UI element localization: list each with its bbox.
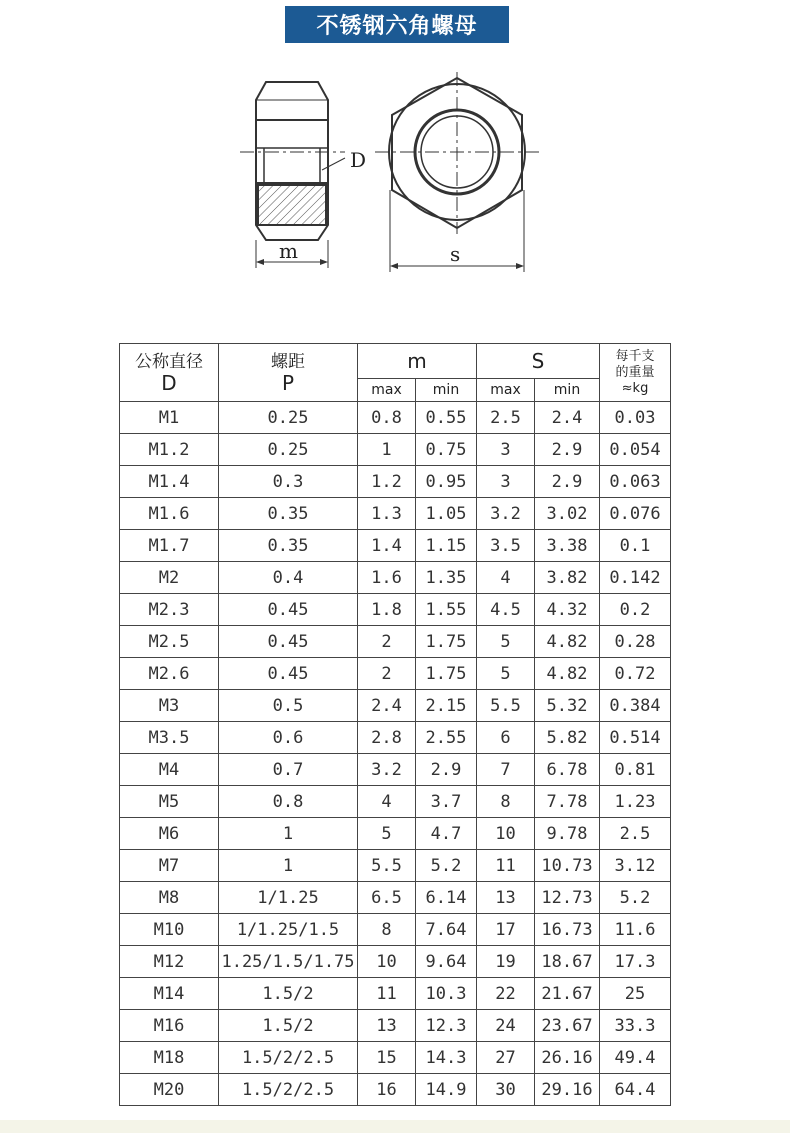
header-pitch [219,344,358,402]
cell-s-max: 11 [477,850,535,882]
cell-w: 5.2 [600,882,671,914]
cell-w: 25 [600,978,671,1010]
cell-p: 0.45 [219,594,358,626]
cell-m-max: 2.4 [358,690,416,722]
table-row [120,978,671,1010]
header-s: S [477,344,600,379]
cell-m-max: 13 [358,1010,416,1042]
cell-p: 0.45 [219,626,358,658]
cell-d: M2.6 [120,658,219,690]
cell-s-max: 27 [477,1042,535,1074]
cell-d: M20 [120,1074,219,1106]
cell-d: M18 [120,1042,219,1074]
bottom-band [0,1120,790,1133]
cell-w: 0.28 [600,626,671,658]
table-row [120,1010,671,1042]
cell-s-min: 23.67 [535,1010,600,1042]
cell-s-min: 26.16 [535,1042,600,1074]
table-row [120,434,671,466]
cell-p: 1 [219,850,358,882]
header-weight [600,344,671,402]
cell-m-max: 1.3 [358,498,416,530]
cell-d: M2.5 [120,626,219,658]
cell-p: 1.5/2/2.5 [219,1042,358,1074]
cell-s-min: 10.73 [535,850,600,882]
cell-s-min: 5.82 [535,722,600,754]
cell-m-min: 0.95 [416,466,477,498]
cell-m-max: 5 [358,818,416,850]
cell-s-max: 4 [477,562,535,594]
cell-d: M6 [120,818,219,850]
cell-m-min: 10.3 [416,978,477,1010]
table-row [120,850,671,882]
header-m-max: max [358,379,416,402]
table-row [120,914,671,946]
cell-d: M10 [120,914,219,946]
cell-s-max: 3.5 [477,530,535,562]
cell-m-max: 11 [358,978,416,1010]
cell-w: 2.5 [600,818,671,850]
cell-p: 1.5/2 [219,1010,358,1042]
table-row [120,530,671,562]
cell-s-min: 4.32 [535,594,600,626]
cell-p: 0.3 [219,466,358,498]
cell-w: 33.3 [600,1010,671,1042]
cell-s-min: 5.32 [535,690,600,722]
header-m-min: min [416,379,477,402]
cell-m-max: 4 [358,786,416,818]
cell-w: 1.23 [600,786,671,818]
cell-s-min: 4.82 [535,626,600,658]
cell-w: 0.1 [600,530,671,562]
cell-w: 0.514 [600,722,671,754]
cell-s-min: 18.67 [535,946,600,978]
header-weight-line2: 的重量 [615,364,655,380]
cell-s-min: 9.78 [535,818,600,850]
cell-s-max: 22 [477,978,535,1010]
cell-w: 3.12 [600,850,671,882]
header-nominal-sym: D [161,370,177,395]
table-row [120,626,671,658]
table-row [120,818,671,850]
label-s: s [450,242,461,266]
cell-s-max: 2.5 [477,402,535,434]
cell-m-min: 1.15 [416,530,477,562]
cell-s-max: 19 [477,946,535,978]
cell-s-max: 3 [477,466,535,498]
table-row [120,882,671,914]
cell-d: M1 [120,402,219,434]
cell-p: 1/1.25/1.5 [219,914,358,946]
cell-w: 0.076 [600,498,671,530]
cell-m-max: 2 [358,658,416,690]
table-row [120,658,671,690]
cell-m-max: 5.5 [358,850,416,882]
table-row [120,562,671,594]
cell-p: 1 [219,818,358,850]
cell-d: M1.4 [120,466,219,498]
cell-p: 0.25 [219,402,358,434]
cell-d: M2.3 [120,594,219,626]
cell-m-max: 15 [358,1042,416,1074]
table-row [120,498,671,530]
cell-m-max: 1 [358,434,416,466]
cell-w: 0.2 [600,594,671,626]
header-weight-unit: ≈kg [621,380,649,396]
cell-m-min: 14.3 [416,1042,477,1074]
cell-p: 0.4 [219,562,358,594]
cell-s-max: 30 [477,1074,535,1106]
cell-d: M16 [120,1010,219,1042]
cell-s-min: 16.73 [535,914,600,946]
cell-w: 0.81 [600,754,671,786]
cell-p: 0.45 [219,658,358,690]
cell-s-max: 3.2 [477,498,535,530]
cell-m-min: 6.14 [416,882,477,914]
cell-m-max: 0.8 [358,402,416,434]
cell-s-min: 29.16 [535,1074,600,1106]
cell-s-max: 17 [477,914,535,946]
cell-s-max: 4.5 [477,594,535,626]
cell-d: M1.7 [120,530,219,562]
cell-m-max: 1.4 [358,530,416,562]
cell-w: 17.3 [600,946,671,978]
table-row [120,466,671,498]
cell-d: M14 [120,978,219,1010]
cell-s-max: 5 [477,626,535,658]
cell-p: 0.25 [219,434,358,466]
cell-m-min: 1.75 [416,658,477,690]
header-m: m [358,344,477,379]
cell-m-min: 2.55 [416,722,477,754]
cell-m-max: 10 [358,946,416,978]
cell-d: M5 [120,786,219,818]
cell-d: M1.6 [120,498,219,530]
cell-m-min: 12.3 [416,1010,477,1042]
cell-m-max: 16 [358,1074,416,1106]
spec-table-body [120,402,671,1106]
cell-p: 0.35 [219,498,358,530]
cell-d: M2 [120,562,219,594]
cell-m-min: 4.7 [416,818,477,850]
cell-p: 1/1.25 [219,882,358,914]
label-d: D [350,148,367,172]
table-row [120,402,671,434]
cell-s-min: 3.38 [535,530,600,562]
cell-m-min: 1.35 [416,562,477,594]
cell-m-max: 2.8 [358,722,416,754]
cell-p: 1.5/2 [219,978,358,1010]
table-row [120,946,671,978]
hex-nut-spec-table [119,343,671,1106]
cell-w: 11.6 [600,914,671,946]
cell-s-min: 12.73 [535,882,600,914]
cell-w: 49.4 [600,1042,671,1074]
table-row [120,690,671,722]
cell-s-min: 3.02 [535,498,600,530]
cell-s-min: 6.78 [535,754,600,786]
cell-w: 0.054 [600,434,671,466]
table-row [120,594,671,626]
cell-p: 0.7 [219,754,358,786]
table-row [120,1042,671,1074]
cell-d: M4 [120,754,219,786]
hex-nut-drawing [0,0,790,330]
cell-m-max: 6.5 [358,882,416,914]
cell-w: 64.4 [600,1074,671,1106]
cell-p: 1.25/1.5/1.75 [219,946,358,978]
cell-s-max: 10 [477,818,535,850]
cell-m-max: 1.8 [358,594,416,626]
cell-m-max: 8 [358,914,416,946]
cell-s-max: 7 [477,754,535,786]
cell-p: 0.6 [219,722,358,754]
cell-p: 0.35 [219,530,358,562]
header-pitch-sym: P [281,370,295,395]
cell-s-max: 24 [477,1010,535,1042]
cell-w: 0.063 [600,466,671,498]
cell-s-min: 2.4 [535,402,600,434]
cell-m-max: 1.2 [358,466,416,498]
cell-s-max: 5.5 [477,690,535,722]
cell-m-min: 1.55 [416,594,477,626]
label-m: m [279,239,298,263]
table-row [120,722,671,754]
cell-d: M8 [120,882,219,914]
header-nominal-cn: 公称直径 [135,351,203,372]
cell-p: 0.5 [219,690,358,722]
cell-m-min: 3.7 [416,786,477,818]
header-s-min: min [535,379,600,402]
cell-d: M3.5 [120,722,219,754]
cell-s-min: 3.82 [535,562,600,594]
cell-d: M1.2 [120,434,219,466]
header-s-max: max [477,379,535,402]
cell-s-min: 7.78 [535,786,600,818]
cell-s-max: 13 [477,882,535,914]
cell-m-min: 9.64 [416,946,477,978]
cell-m-max: 1.6 [358,562,416,594]
cell-d: M12 [120,946,219,978]
cell-s-min: 2.9 [535,434,600,466]
cell-s-max: 5 [477,658,535,690]
cell-m-min: 1.75 [416,626,477,658]
cell-m-min: 0.75 [416,434,477,466]
cell-d: M7 [120,850,219,882]
cell-m-min: 7.64 [416,914,477,946]
cell-p: 1.5/2/2.5 [219,1074,358,1106]
cell-m-min: 5.2 [416,850,477,882]
cell-m-min: 2.15 [416,690,477,722]
cell-s-max: 6 [477,722,535,754]
cell-s-max: 8 [477,786,535,818]
cell-m-max: 2 [358,626,416,658]
cell-w: 0.142 [600,562,671,594]
cell-p: 0.8 [219,786,358,818]
table-row [120,1074,671,1106]
cell-s-min: 21.67 [535,978,600,1010]
cell-m-min: 14.9 [416,1074,477,1106]
header-weight-line1: 每千支 [615,348,655,364]
cell-m-max: 3.2 [358,754,416,786]
cell-w: 0.384 [600,690,671,722]
cell-m-min: 1.05 [416,498,477,530]
cell-s-min: 4.82 [535,658,600,690]
cell-s-min: 2.9 [535,466,600,498]
header-nominal-diameter [120,344,219,402]
table-row [120,786,671,818]
page-title: 不锈钢六角螺母 [285,6,509,43]
cell-m-min: 0.55 [416,402,477,434]
table-row [120,754,671,786]
cell-d: M3 [120,690,219,722]
cell-w: 0.03 [600,402,671,434]
cell-s-max: 3 [477,434,535,466]
cell-w: 0.72 [600,658,671,690]
header-pitch-cn: 螺距 [271,351,305,372]
cell-m-min: 2.9 [416,754,477,786]
